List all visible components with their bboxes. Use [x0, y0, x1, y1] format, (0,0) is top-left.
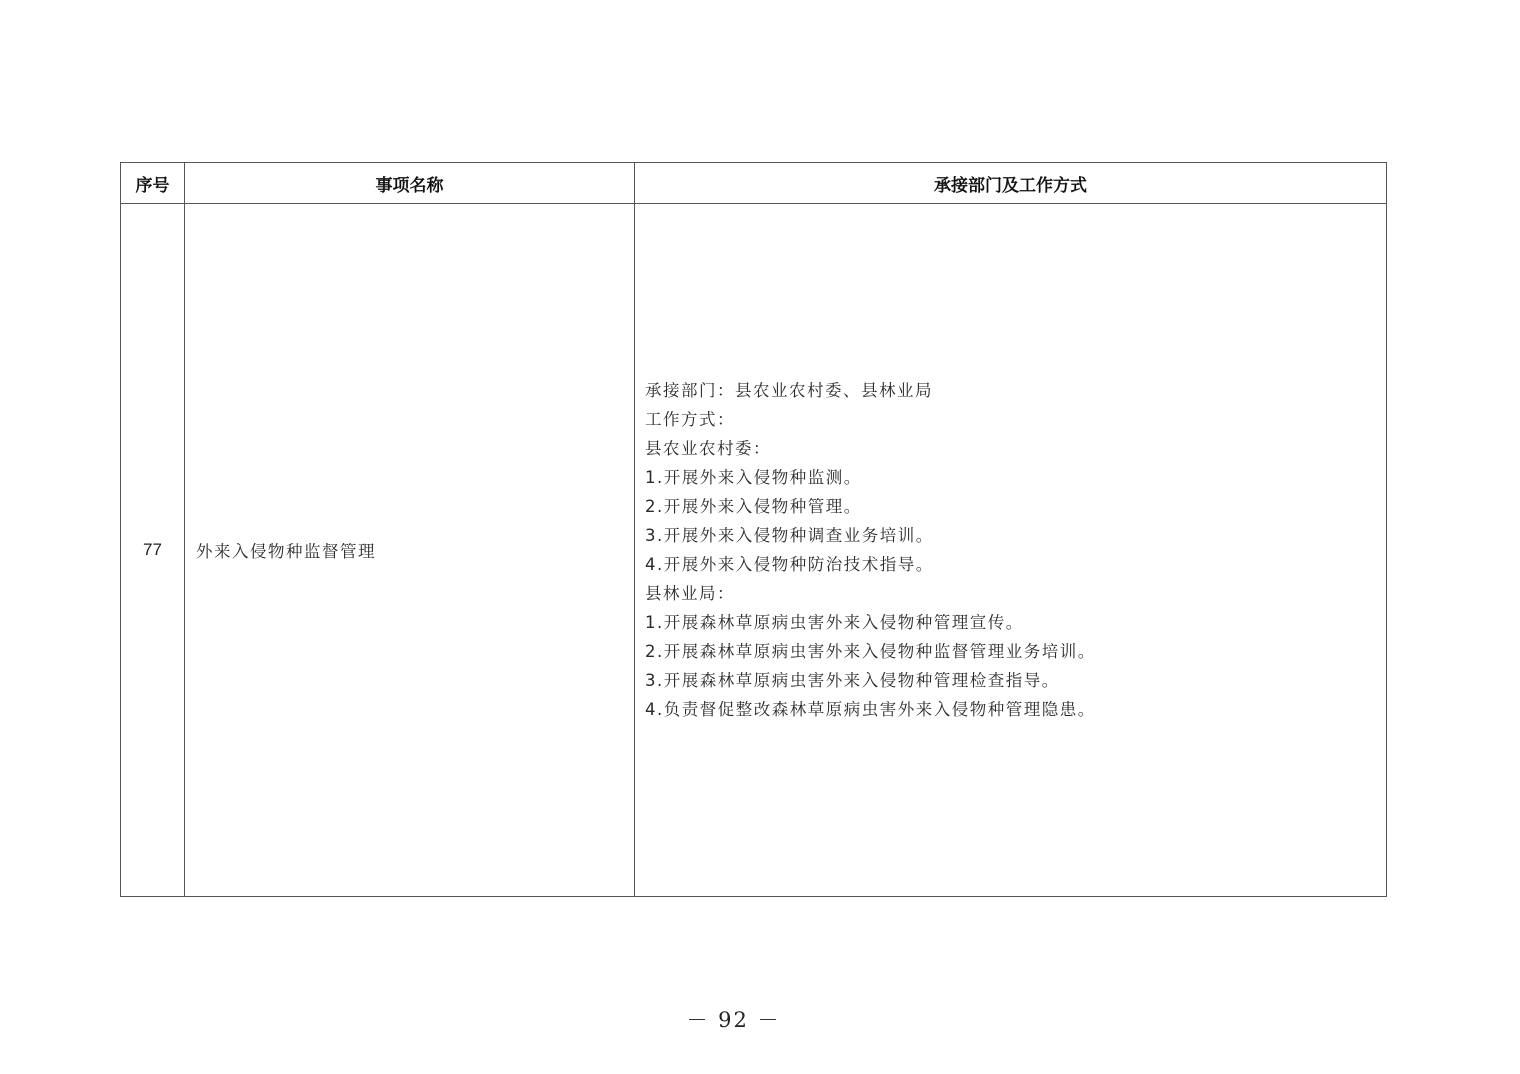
dept-line: 2.开展外来入侵物种管理。	[645, 497, 862, 516]
items-table	[120, 162, 1387, 897]
table-row	[121, 204, 1387, 897]
dept-line: 县农业农村委：	[645, 439, 771, 458]
row-dept-cell	[635, 204, 1387, 897]
dept-line: 3.开展森林草原病虫害外来入侵物种管理检查指导。	[645, 671, 1060, 690]
header-seq: 序号	[121, 163, 185, 204]
dept-line: 工作方式：	[645, 410, 735, 429]
row-seq: 77	[121, 204, 185, 897]
dept-line: 4.负责督促整改森林草原病虫害外来入侵物种管理隐患。	[645, 700, 1096, 719]
dept-line: 县林业局：	[645, 584, 735, 603]
dept-line: 4.开展外来入侵物种防治技术指导。	[645, 555, 934, 574]
header-dept: 承接部门及工作方式	[635, 163, 1387, 204]
page-number: － 92 －	[686, 1008, 781, 1032]
dept-line: 3.开展外来入侵物种调查业务培训。	[645, 526, 934, 545]
dept-line: 承接部门：县农业农村委、县林业局	[645, 381, 933, 400]
dept-line: 1.开展外来入侵物种监测。	[645, 468, 862, 487]
dept-lines	[645, 376, 1386, 724]
row-item-name: 外来入侵物种监督管理	[185, 204, 635, 897]
table-header-row	[121, 163, 1387, 204]
dept-line: 2.开展森林草原病虫害外来入侵物种监督管理业务培训。	[645, 642, 1096, 661]
dept-line: 1.开展森林草原病虫害外来入侵物种管理宣传。	[645, 613, 1024, 632]
header-name: 事项名称	[185, 163, 635, 204]
